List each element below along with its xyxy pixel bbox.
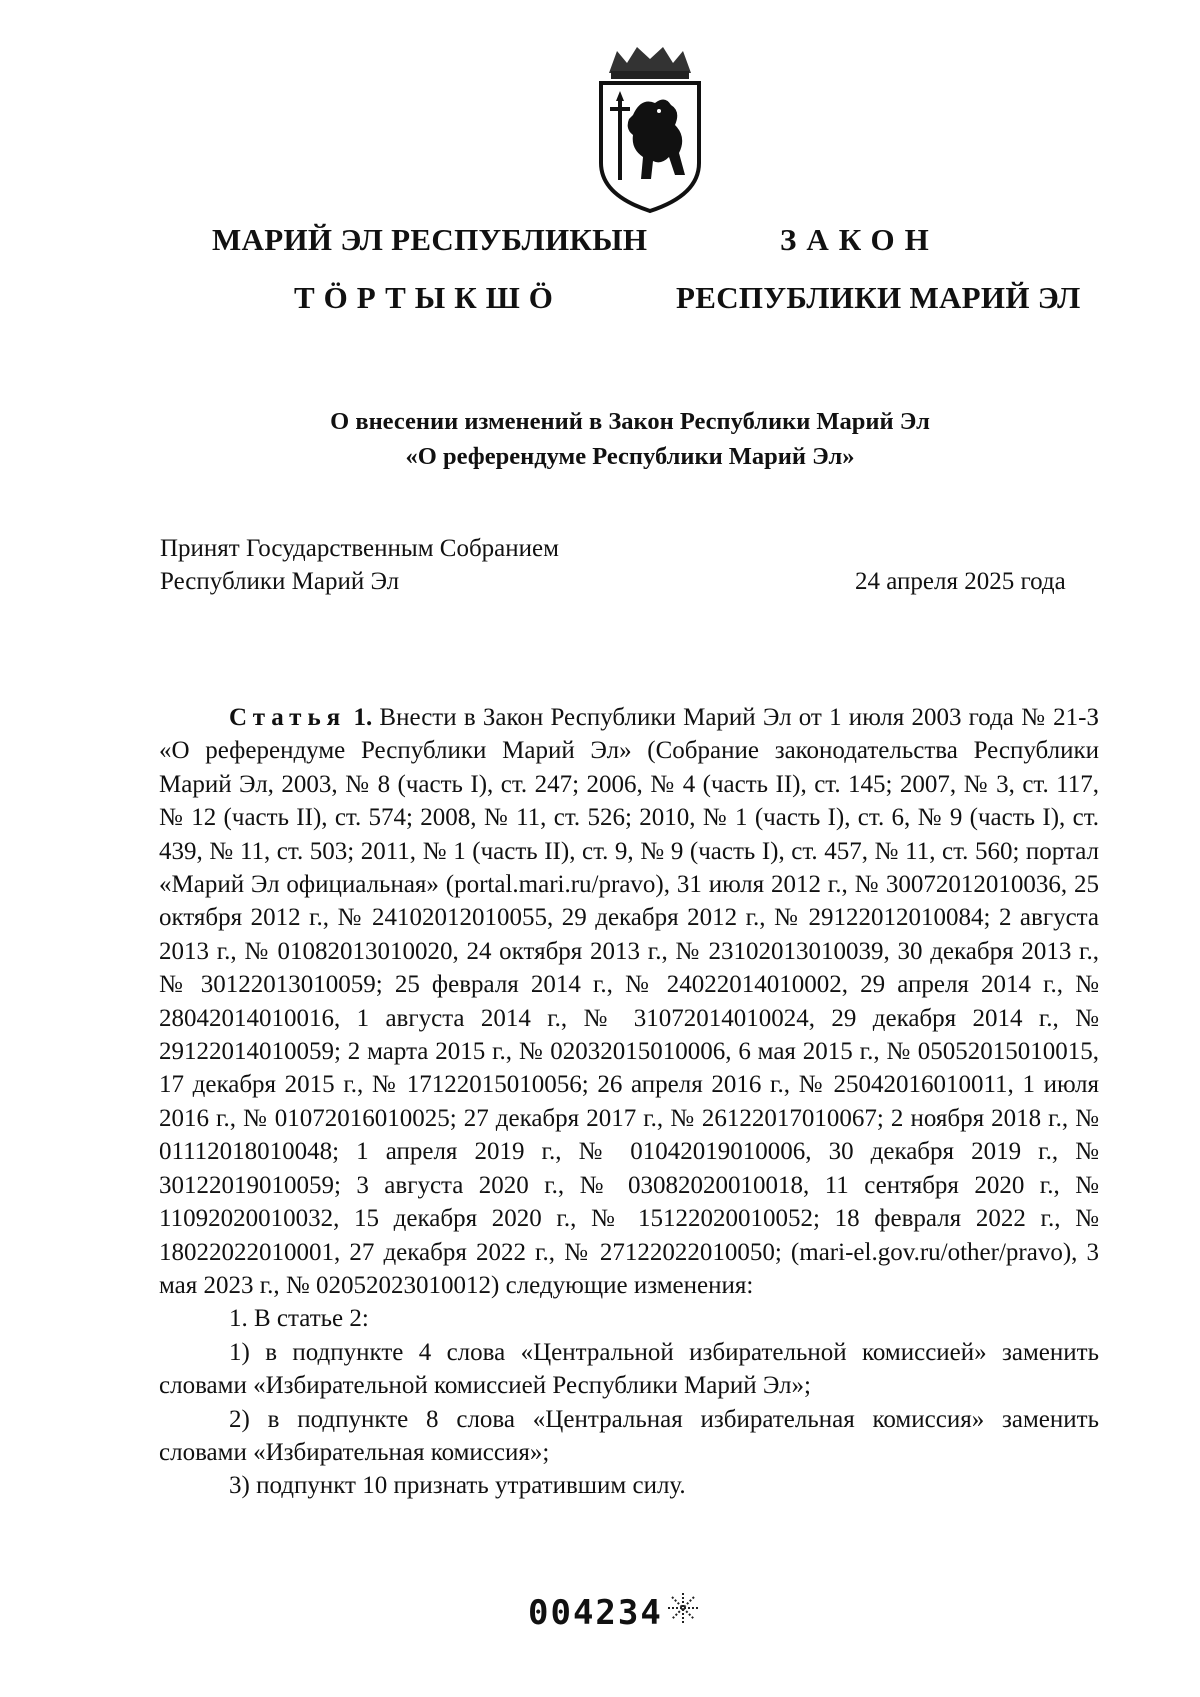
header-left-line1: МАРИЙ ЭЛ РЕСПУБЛИКЫН: [212, 222, 648, 257]
article1-subitem3: 3) подпункт 10 признать утратившим силу.: [229, 1472, 686, 1500]
adoption-line2: Республики Марий Эл: [160, 568, 400, 595]
header-left-line2: ТӦРТЫКШӦ: [294, 280, 562, 315]
article-label: Статья: [229, 704, 347, 731]
adoption-date: 24 апреля 2025 года: [855, 568, 1066, 595]
header-right-line1: ЗАКОН: [780, 222, 939, 257]
coat-of-arms-emblem: [591, 45, 709, 215]
article1-subitem2: 2) в подпункте 8 слова «Центральная избирательная комиссия» заменить словами «Избирательная комиссия»;: [159, 1405, 1099, 1466]
law-title-line1: О внесении изменений в Закон Республики Марий Эл: [330, 408, 930, 435]
article1-intro-paragraph: [159, 701, 1099, 1302]
article1-item1: 1. В статье 2:: [229, 1305, 369, 1333]
article1-intro-text: Внести в Закон Республики Марий Эл от 1 июля 2003 года № 21-З «О референдуме Республики Марий Эл» (Собрание законодательства Республики Марий Эл, 2003, № 8 (часть I), ст. 247; 2006, № 4 (часть II), ст. 145; 2007, № 3, ст. 117, № 12 (часть II), ст. 574; 2008, № 11, ст. 526; 2010, № 1 (часть I), ст. 6, № 9 (часть I), ст. 439, № 11, ст. 503; 2011, № 1 (часть II), ст. 9, № 9 (часть I), ст. 457, № 11, ст. 560; портал «Марий Эл официальная» (portal.mari.ru/pravo), 31 июля 2012 г., № 30072012010036, 25 октября 2012 г., № 24102012010055, 29 декабря 2012 г., № 29122012010084; 2 августа 2013 г., № 01082013010020, 24 октября 2013 г., № 23102013010039, 30 декабря 2013 г., № 30122013010059; 25 февраля 2014 г., № 24022014010002, 29 апреля 2014 г., № 28042014010016, 1 августа 2014 г., № 31072014010024, 29 декабря 2014 г., № 29122014010059; 2 марта 2015 г., № 02032015010006, 6 мая 2015 г., № 05052015010015, 17 декабря 2015 г., № 17122015010056; 26 апреля 2016 г., № 25042016010011, 1 июля 2016 г., № 01072016010025; 27 декабря 2017 г., № 26122017010067; 2 ноября 2018 г., № 01112018010048; 1 апреля 2019 г., № 01042019010006, 30 декабря 2019 г., № 30122019010059; 3 августа 2020 г., № 03082020010018, 11 сентября 2020 г., № 11092020010032, 15 декабря 2020 г., № 15122020010052; 18 февраля 2022 г., № 18022022010001, 27 декабря 2022 г., № 27122022010050; (mari-el.gov.ru/other/pravo), 3 мая 2023 г., № 02052023010012) следующие изменения:: [159, 704, 1100, 1299]
article-body: [159, 701, 1099, 1503]
header-right-line2: РЕСПУБЛИКИ МАРИЙ ЭЛ: [676, 280, 1081, 315]
law-title-line2: «О референдуме Республики Марий Эл»: [405, 443, 855, 470]
article-number: 1.: [353, 704, 373, 731]
article1-subitem1: 1) в подпункте 4 слова «Центральной избирательной комиссией» заменить словами «Избирательной комиссией Республики Марий Эл»;: [159, 1338, 1099, 1400]
document-serial-number: 004234: [528, 1593, 663, 1633]
asterisk-stamp-icon: [666, 1591, 700, 1625]
adoption-line1: Принят Государственным Собранием: [160, 535, 559, 562]
